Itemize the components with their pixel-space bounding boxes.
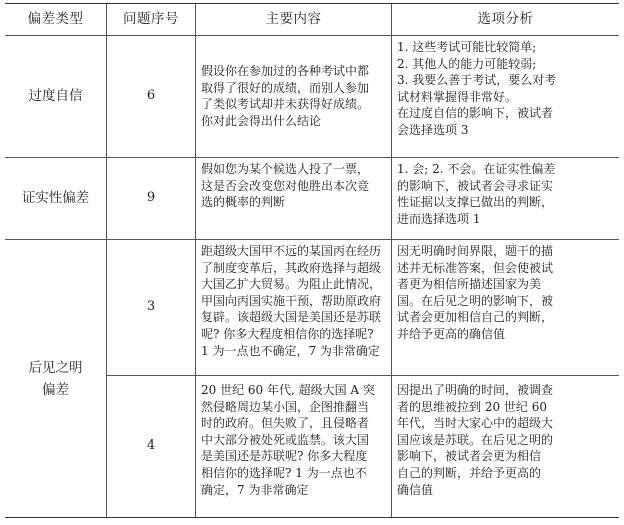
content-line: 了类似考试却并未获得好成绩。 [201, 97, 370, 112]
analysis-line: 试材料掌握得非常好。 [397, 89, 518, 104]
content-line: 是美国还是苏联呢? 你多大程度 [201, 449, 368, 464]
row-overconfidence-analysis [392, 36, 619, 158]
analysis-line: 1. 会; 2. 不会。在证实性偏差 [397, 162, 556, 176]
row-overconfidence-number: 6 [107, 36, 196, 158]
analysis-line: 因无明确时间界限，题干的描 [397, 244, 554, 258]
row-hindsight-3-content [196, 240, 392, 376]
row-confirmation-analysis [392, 158, 619, 240]
content-line: 时的政府。但失败了，且侵略者 [201, 416, 370, 431]
content-line: 距超级大国甲不远的某国丙在经历 [201, 244, 382, 258]
row-hindsight-4-number: 4 [107, 376, 196, 517]
analysis-line: 述并无标准答案，但会使被试 [397, 260, 554, 275]
content-line: 了制度变革后，其政府选择与超级 [201, 260, 382, 275]
analysis-line: 3. 我要么善于考试，要么对考 [397, 73, 557, 88]
row-confirmation-type: 证实性偏差 [5, 158, 107, 240]
content-line: 然侵略周边某小国，企图推翻当 [201, 399, 370, 414]
analysis-line: 者的思维被拉到 20 世纪 60 [397, 399, 547, 414]
analysis-line: 在过度自信的影响下，被试者 [397, 106, 554, 121]
content-line: 相信你的选择呢? 1 为一点也不 [201, 465, 367, 480]
row-confirmation-number: 9 [107, 158, 196, 240]
header-bias-type: 偏差类型 [5, 4, 107, 36]
analysis-line: 1. 这些考试可能比较简单; [397, 40, 537, 54]
analysis-line: 2. 其他人的能力可能较弱; [397, 56, 537, 71]
content-line: 确定，7 为非常确定 [201, 482, 309, 497]
row-hindsight-3-analysis [392, 240, 619, 376]
content-line: 呢? 你多大程度相信你的选择呢? [201, 326, 374, 341]
content-line: 假如您为某个候选人投了一票， [201, 162, 370, 176]
content-line: 假设你在参加过的各种考试中都 [201, 64, 370, 78]
row-overconfidence-content [196, 36, 392, 158]
analysis-line: 并给予更高的确信值 [397, 326, 506, 341]
content-line: 甲国向丙国实施干预，帮助原政府 [201, 293, 382, 308]
row-confirmation-content [196, 158, 392, 240]
analysis-line: 国应该是苏联。在后见之明的 [397, 432, 554, 447]
hindsight-type-line: 偏差 [42, 381, 69, 398]
header-main-content: 主要内容 [196, 4, 392, 36]
analysis-line: 自己的判断，并给予更高的 [397, 465, 542, 480]
row-hindsight-4-analysis [392, 376, 619, 517]
bias-table [5, 3, 619, 518]
analysis-line: 的影响下，被试者会寻求证实 [397, 178, 554, 193]
analysis-line: 因提出了明确的时间，被调查 [397, 383, 554, 397]
row-hindsight-3-number: 3 [107, 240, 196, 376]
content-line: 选的概率的判断 [201, 195, 286, 210]
analysis-line: 年代，当时大家心中的超级大 [397, 416, 554, 431]
header-option-analysis: 选项分析 [392, 4, 619, 36]
content-line: 取得了很好的成绩，而别人参加 [201, 80, 370, 95]
row-hindsight-type [5, 240, 107, 517]
analysis-line: 者更为相信所描述国家为美 [397, 277, 542, 292]
analysis-line: 影响下，被试者会更为相信 [397, 449, 542, 464]
analysis-line: 确信值 [397, 482, 434, 497]
hindsight-type-line: 后见之明 [28, 359, 83, 376]
content-line: 你对此会得出什么结论 [201, 113, 322, 128]
row-overconfidence-type: 过度自信 [5, 36, 107, 158]
analysis-line: 进而选择选项 1 [397, 211, 481, 226]
content-line: 中大部分被处死或监禁。该大国 [201, 432, 370, 447]
header-question-number: 问题序号 [107, 4, 196, 36]
content-line: 复辟。该超级大国是美国还是苏联 [201, 310, 382, 325]
content-line: 这是否会改变您对他胜出本次竞 [201, 178, 370, 193]
content-line: 1 为一点也不确定，7 为非常确定 [201, 343, 380, 358]
analysis-line: 会选择选项 3 [397, 122, 469, 137]
content-line: 20 世纪 60 年代, 超级大国 A 突 [201, 383, 375, 397]
analysis-line: 试者会更加相信自己的判断， [397, 310, 554, 325]
content-line: 大国乙扩大贸易。为阻止此情况， [201, 277, 382, 292]
analysis-line: 性证据以支撑已做出的判断， [397, 195, 554, 210]
analysis-line: 国。在后见之明的影响下，被 [397, 293, 554, 308]
row-hindsight-4-content [196, 376, 392, 517]
